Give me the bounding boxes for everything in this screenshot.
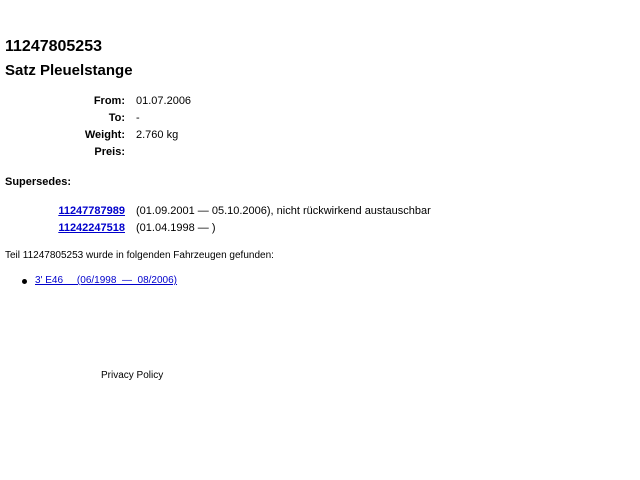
attribute-value: 01.07.2006 — [136, 95, 192, 107]
vehicle-list-item — [20, 274, 177, 288]
supersedes-row — [0, 220, 431, 237]
superseded-part-link[interactable]: 11242247518 — [58, 222, 125, 234]
part-attributes-table — [0, 93, 191, 161]
superseded-part-link[interactable]: 11247787989 — [58, 205, 125, 217]
bullet-icon — [22, 279, 27, 284]
vehicles-intro-text: Teil 11247805253 wurde in folgenden Fahrzeugen gefunden: — [5, 250, 274, 261]
superseded-part-info: (01.04.1998 — ) — [136, 222, 216, 234]
privacy-policy-link[interactable]: Privacy Policy — [101, 370, 164, 381]
attribute-row-weight — [0, 127, 191, 144]
attribute-label: To: — [108, 112, 125, 124]
attribute-label: From: — [93, 95, 125, 107]
supersedes-table — [0, 203, 431, 237]
part-name: Satz Pleuelstange — [5, 62, 133, 79]
attribute-row-to — [0, 110, 191, 127]
superseded-part-info: (01.09.2001 — 05.10.2006), nicht rückwirkend austauschbar — [136, 205, 431, 217]
part-number: 11247805253 — [5, 38, 102, 55]
attribute-value: - — [136, 112, 140, 124]
supersedes-row — [0, 203, 431, 220]
attribute-value: 2.760 kg — [136, 129, 179, 141]
attribute-row-from — [0, 93, 191, 110]
attribute-label: Preis: — [94, 146, 125, 158]
attribute-value — [136, 144, 191, 161]
vehicle-list — [20, 274, 177, 288]
vehicle-link[interactable]: 3' E46 (06/1998 — 08/2006) — [35, 275, 178, 286]
attribute-row-preis — [0, 144, 191, 161]
attribute-label: Weight: — [84, 129, 125, 141]
supersedes-heading: Supersedes: — [5, 176, 72, 188]
